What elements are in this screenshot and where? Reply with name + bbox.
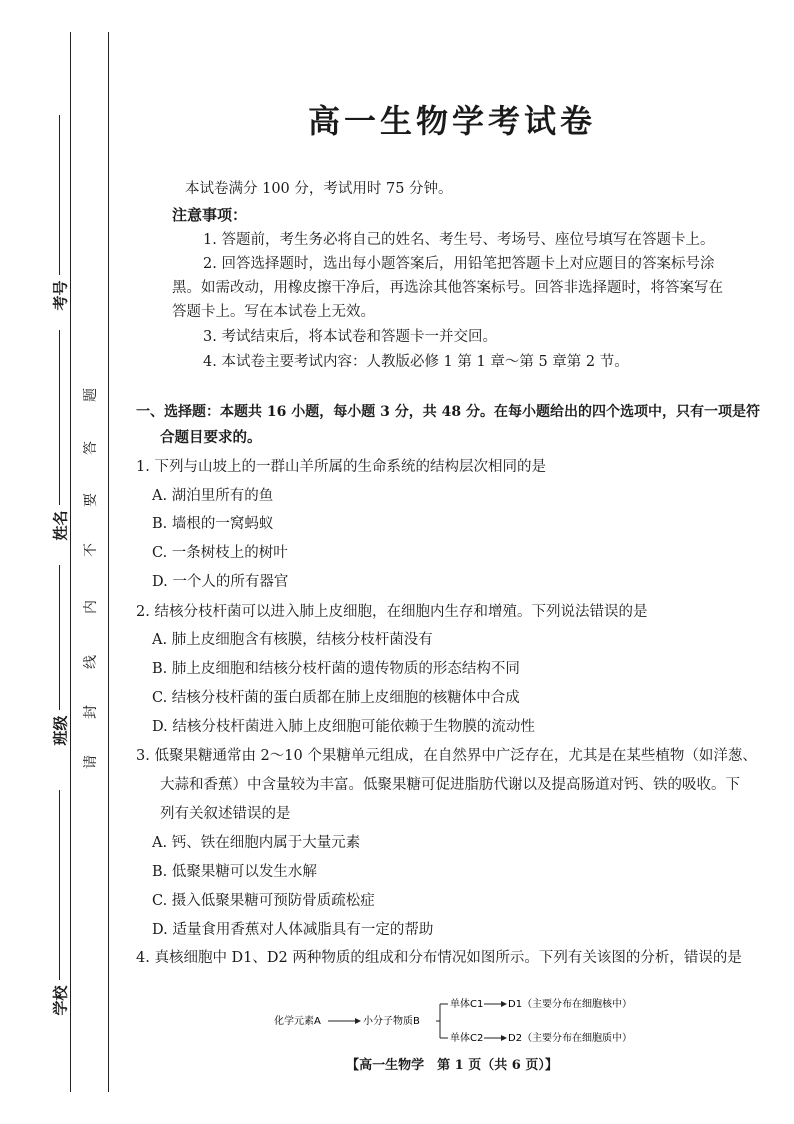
notice-item: 1. 答题前，考生务必将自己的姓名、考生号、考场号、座位号填写在答题卡上。 bbox=[203, 232, 715, 248]
question-option: B. 低聚果糖可以发生水解 bbox=[152, 864, 317, 880]
question-option: D. 适量食用香蕉对人体减脂具有一定的帮助 bbox=[152, 922, 434, 938]
question-option: C. 结核分枝杆菌的蛋白质都在肺上皮细胞的核糖体中合成 bbox=[152, 690, 520, 706]
question-option: D. 结核分枝杆菌进入肺上皮细胞可能依赖于生物膜的流动性 bbox=[152, 719, 535, 735]
seal-char: 内 bbox=[83, 600, 99, 614]
question-stem: 2. 结核分枝杆菌可以进入肺上皮细胞，在细胞内生存和增殖。下列说法错误的是 bbox=[136, 604, 648, 620]
school-label: 学校 bbox=[51, 985, 70, 1016]
section-heading: 一、选择题：本题共 16 小题，每小题 3 分，共 48 分。在每小题给出的四个选项中，只有一项是符 bbox=[136, 404, 760, 420]
diagram-start: 化学元素A bbox=[274, 1016, 321, 1027]
question-stem-cont: 大蒜和香蕉）中含量较为丰富。低聚果糖可促进脂肪代谢以及提高肠道对钙、铁的吸收。下 bbox=[160, 777, 740, 793]
exam-intro: 本试卷满分 100 分，考试用时 75 分钟。 bbox=[185, 181, 453, 197]
seal-char: 题 bbox=[83, 388, 99, 402]
section-heading-cont: 合题目要求的。 bbox=[160, 429, 262, 446]
diagram-brace bbox=[436, 1004, 448, 1038]
seal-char: 封 bbox=[83, 705, 99, 719]
name-blank[interactable] bbox=[59, 330, 60, 505]
composition-diagram bbox=[270, 996, 690, 1046]
notice-item: 黑。如需改动，用橡皮擦干净后，再选涂其他答案标号。回答非选择题时，将答案写在 bbox=[172, 280, 723, 296]
notice-item: 4. 本试卷主要考试内容：人教版必修 1 第 1 章～第 5 章第 2 节。 bbox=[203, 354, 629, 370]
notice-item: 3. 考试结束后，将本试卷和答题卡一并交回。 bbox=[203, 329, 497, 345]
binding-line-outer bbox=[70, 32, 71, 1092]
question-stem: 3. 低聚果糖通常由 2～10 个果糖单元组成，在自然界中广泛存在，尤其是在某些植物（如洋葱、 bbox=[136, 748, 757, 764]
question-option: A. 湖泊里所有的鱼 bbox=[152, 488, 274, 504]
question-option: A. 钙、铁在细胞内属于大量元素 bbox=[152, 835, 361, 851]
diagram-top-end: D1（主要分布在细胞核中） bbox=[508, 999, 633, 1010]
seal-char: 不 bbox=[83, 543, 99, 557]
question-option: C. 一条树枝上的树叶 bbox=[152, 545, 288, 561]
class-label: 班级 bbox=[51, 715, 70, 746]
exam-number-label: 考号 bbox=[51, 280, 70, 311]
diagram-top: 单体C1 bbox=[450, 999, 484, 1010]
binding-line-inner bbox=[108, 32, 109, 1092]
page-footer: 【高一生物学 第 1 页（共 6 页）】 bbox=[346, 1058, 558, 1073]
name-label: 姓名 bbox=[51, 510, 70, 541]
exam-number-blank[interactable] bbox=[59, 115, 60, 275]
seal-char: 线 bbox=[83, 655, 99, 669]
seal-char: 要 bbox=[83, 493, 99, 507]
class-blank[interactable] bbox=[59, 565, 60, 710]
question-option: D. 一个人的所有器官 bbox=[152, 574, 289, 590]
school-blank[interactable] bbox=[59, 790, 60, 980]
notice-heading: 注意事项： bbox=[172, 206, 248, 224]
seal-char: 答 bbox=[83, 441, 99, 455]
page-title: 高一生物学考试卷 bbox=[307, 102, 596, 140]
question-option: A. 肺上皮细胞含有核膜，结核分枝杆菌没有 bbox=[152, 632, 433, 648]
question-option: B. 墙根的一窝蚂蚁 bbox=[152, 516, 274, 532]
notice-item: 2. 回答选择题时，选出每小题答案后，用铅笔把答题卡上对应题目的答案标号涂 bbox=[203, 256, 715, 272]
diagram-bottom-end: D2（主要分布在细胞质中） bbox=[508, 1033, 633, 1044]
diagram-bottom: 单体C2 bbox=[450, 1033, 484, 1044]
diagram-mid: 小分子物质B bbox=[363, 1016, 420, 1027]
question-option: B. 肺上皮细胞和结核分枝杆菌的遗传物质的形态结构不同 bbox=[152, 661, 520, 677]
question-option: C. 摄入低聚果糖可预防骨质疏松症 bbox=[152, 893, 375, 909]
notice-item: 答题卡上。写在本试卷上无效。 bbox=[172, 304, 375, 320]
question-stem-cont: 列有关叙述错误的是 bbox=[160, 806, 291, 822]
seal-char: 请 bbox=[83, 755, 99, 769]
question-stem: 4. 真核细胞中 D1、D2 两种物质的组成和分布情况如图所示。下列有关该图的分析，错误的是 bbox=[136, 950, 742, 966]
question-stem: 1. 下列与山坡上的一群山羊所属的生命系统的结构层次相同的是 bbox=[136, 459, 546, 475]
